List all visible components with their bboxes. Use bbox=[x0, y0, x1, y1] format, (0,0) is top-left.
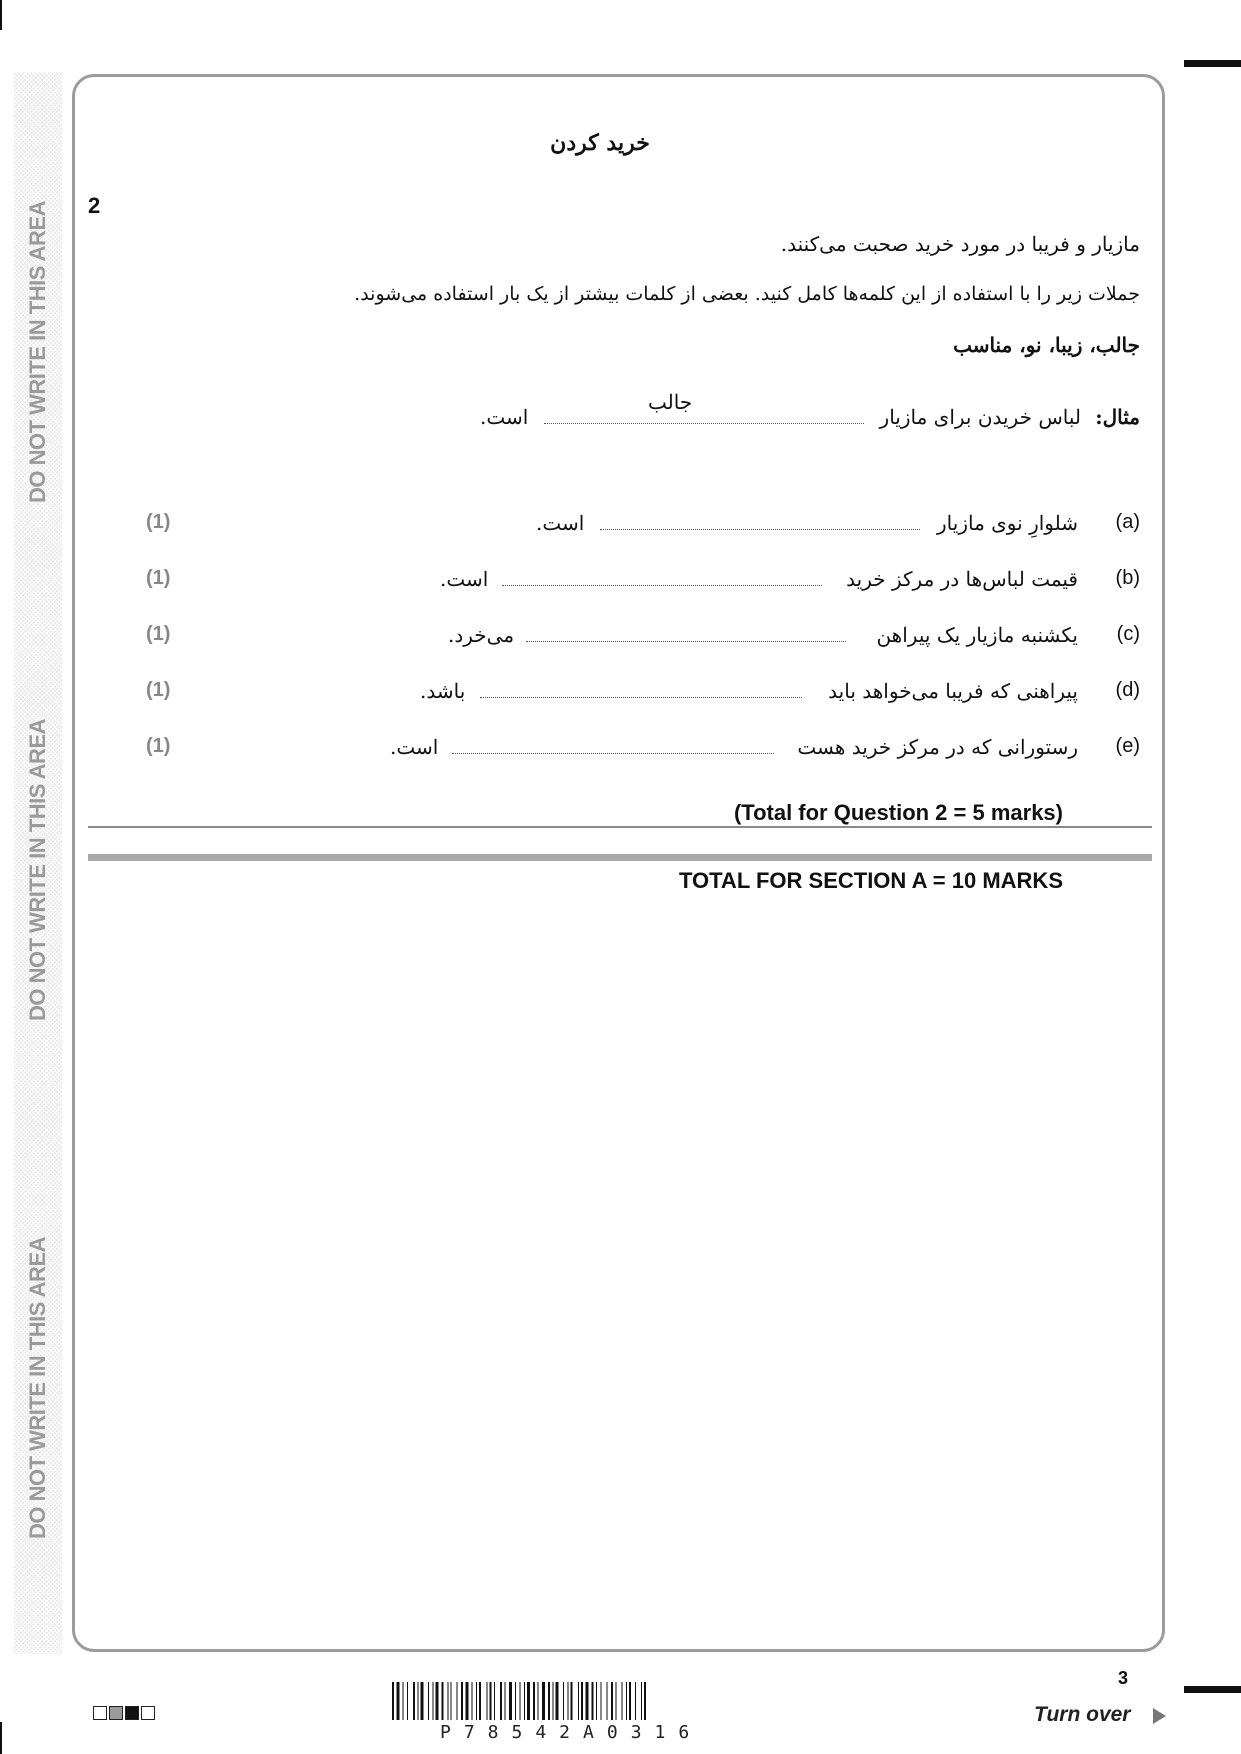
question-number: 2 bbox=[88, 193, 101, 218]
square-icon bbox=[109, 1706, 123, 1720]
crop-mark bbox=[1184, 60, 1241, 67]
answer-line[interactable] bbox=[502, 585, 822, 586]
item-label: (d) bbox=[1115, 679, 1140, 701]
word-bank: جالب، زیبا، نو، مناسب bbox=[953, 333, 1140, 357]
square-icon bbox=[125, 1706, 139, 1720]
question-intro: مازیار و فریبا در مورد خرید صحبت می‌کنند. bbox=[780, 232, 1140, 256]
item-label: (b) bbox=[1115, 567, 1140, 589]
crop-mark bbox=[1184, 1686, 1241, 1693]
mark-allocation: (1) bbox=[146, 567, 171, 589]
item-label: (c) bbox=[1116, 623, 1140, 645]
question-instruction: جملات زیر را با استفاده از این کلمه‌ها کامل کنید. بعضی از کلمات بیشتر از یک بار استفاده می‌شوند. bbox=[354, 283, 1140, 305]
mark-allocation: (1) bbox=[146, 735, 171, 757]
answer-line[interactable] bbox=[480, 697, 802, 698]
example-answer: جالب bbox=[648, 390, 693, 414]
mark-allocation: (1) bbox=[146, 679, 171, 701]
item-stem: رستورانی که در مرکز خرید هست bbox=[797, 735, 1078, 759]
item-ending: است. bbox=[390, 735, 439, 759]
question-total: (Total for Question 2 = 5 marks) bbox=[733, 800, 1063, 825]
item-stem: پیراهنی که فریبا می‌خواهد باید bbox=[828, 679, 1078, 703]
answer-line[interactable] bbox=[526, 641, 846, 642]
item-stem: شلوارِ نوی مازیار bbox=[937, 511, 1078, 535]
divider bbox=[88, 854, 1152, 861]
barcode-number: P78542A0316 bbox=[440, 1722, 703, 1743]
item-ending: است. bbox=[440, 567, 489, 591]
mark-allocation: (1) bbox=[146, 623, 171, 645]
item-stem: قیمت لباس‌ها در مرکز خرید bbox=[846, 567, 1078, 591]
example-ending: است. bbox=[480, 405, 529, 429]
answer-frame bbox=[72, 74, 1165, 1652]
crop-mark bbox=[0, 0, 2, 30]
page-number: 3 bbox=[1118, 1668, 1129, 1688]
answer-line[interactable] bbox=[452, 753, 774, 754]
example-label: مثال: bbox=[1095, 405, 1140, 429]
item-label: (e) bbox=[1115, 735, 1140, 757]
square-icon bbox=[93, 1706, 107, 1720]
registration-squares bbox=[93, 1706, 155, 1720]
item-ending: می‌خرد. bbox=[448, 623, 515, 647]
item-ending: باشد. bbox=[420, 679, 466, 703]
item-label: (a) bbox=[1115, 511, 1140, 533]
barcode-icon bbox=[392, 1682, 844, 1726]
section-title: خرید کردن bbox=[550, 130, 650, 156]
item-stem: یکشنبه مازیار یک پیراهن bbox=[876, 623, 1078, 647]
example-stem: لباس خریدن برای مازیار bbox=[879, 405, 1081, 429]
turn-over-label: Turn over bbox=[1034, 1703, 1131, 1726]
answer-line[interactable] bbox=[600, 529, 920, 530]
mark-allocation: (1) bbox=[146, 511, 171, 533]
crop-mark bbox=[0, 1722, 2, 1754]
section-total: TOTAL FOR SECTION A = 10 MARKS bbox=[678, 868, 1063, 893]
square-icon bbox=[141, 1706, 155, 1720]
example-answer-line bbox=[544, 423, 864, 424]
arrow-right-icon bbox=[1153, 1708, 1166, 1724]
divider bbox=[88, 826, 1152, 828]
item-ending: است. bbox=[536, 511, 585, 535]
